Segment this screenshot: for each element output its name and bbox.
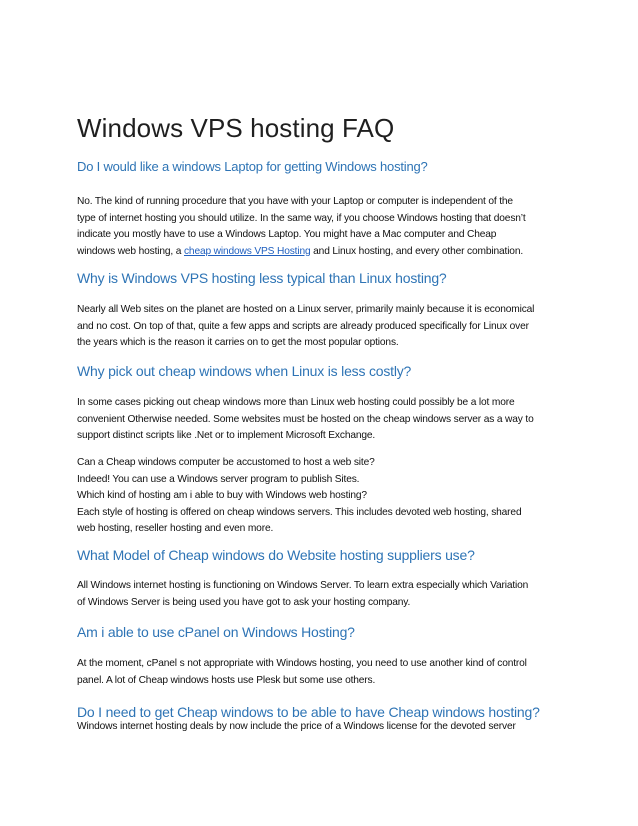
section-5-paragraph: [77, 656, 577, 689]
section-3-paragraph: [77, 395, 577, 445]
paragraph-line: Indeed! You can use a Windows server program to publish Sites.: [77, 473, 360, 485]
section-heading-1: Do I would like a windows Laptop for getting Windows hosting?: [77, 159, 428, 174]
paragraph-line: Can a Cheap windows computer be accustomed to host a web site?: [77, 457, 375, 468]
section-4-paragraph: [77, 578, 577, 611]
section-2-paragraph: [77, 302, 577, 352]
paragraph-line: [77, 244, 577, 261]
section-heading-2: Why is Windows VPS hosting less typical than Linux hosting?: [77, 270, 447, 286]
paragraph-line: Which kind of hosting am i able to buy with Windows web hosting?: [77, 490, 367, 501]
paragraph-line: support distinct scripts like .Net or to implement Microsoft Exchange.: [77, 430, 376, 441]
line-prefix: windows web hosting, a: [77, 245, 184, 257]
paragraph-line: the years which is the reason it carries on to get the most popular options.: [77, 337, 399, 348]
paragraph-line: Each style of hosting is offered on cheap windows servers. This includes devoted web hosting, shared: [77, 506, 522, 518]
page-title: Windows VPS hosting FAQ: [77, 113, 395, 143]
section-1-paragraph: [77, 194, 577, 260]
paragraph-line: type of internet hosting you should utilize. In the same way, if you choose Windows hosting that doesn’t: [77, 212, 526, 224]
paragraph-line: panel. A lot of Cheap windows hosts use Plesk but some use others.: [77, 674, 376, 686]
section-heading-4: What Model of Cheap windows do Website hosting suppliers use?: [77, 547, 475, 563]
paragraph-line: No. The kind of running procedure that you have with your Laptop or computer is independent of the: [77, 196, 513, 207]
paragraph-line: Nearly all Web sites on the planet are hosted on a Linux server, primarily mainly because it is economical: [77, 304, 535, 315]
paragraph-line: Windows internet hosting deals by now include the price of a Windows license for the devoted server: [77, 721, 516, 732]
paragraph-line: convenient Otherwise needed. Some websites must be hosted on the cheap windows server as a way to: [77, 413, 534, 425]
paragraph-line: and no cost. On top of that, quite a few apps and scripts are already produced specifically for Linux over: [77, 320, 529, 332]
section-heading-3: Why pick out cheap windows when Linux is less costly?: [77, 363, 412, 379]
section-3-qa-block: [77, 455, 577, 538]
paragraph-line: All Windows internet hosting is functioning on Windows Server. To learn extra especially which Variation: [77, 580, 529, 591]
section-heading-6: Do I need to get Cheap windows to be able to have Cheap windows hosting?: [77, 704, 540, 720]
paragraph-line: indicate you mostly have to use a Windows Laptop. You might have a Mac computer and Cheap: [77, 229, 497, 240]
paragraph-line: In some cases picking out cheap windows more than Linux web hosting could possibly be a lot more: [77, 397, 515, 408]
section-heading-5: Am i able to use cPanel on Windows Hosting?: [77, 624, 355, 640]
paragraph-line: web hosting, reseller hosting and even more.: [77, 523, 274, 534]
paragraph-line: At the moment, cPanel s not appropriate with Windows hosting, you need to use another kind of control: [77, 658, 527, 669]
cheap-windows-vps-hosting-link[interactable]: cheap windows VPS Hosting: [183, 245, 311, 257]
section-6-paragraph: [77, 719, 577, 736]
line-suffix: and Linux hosting, and every other combination.: [310, 245, 524, 257]
paragraph-line: of Windows Server is being used you have got to ask your hosting company.: [77, 596, 411, 608]
